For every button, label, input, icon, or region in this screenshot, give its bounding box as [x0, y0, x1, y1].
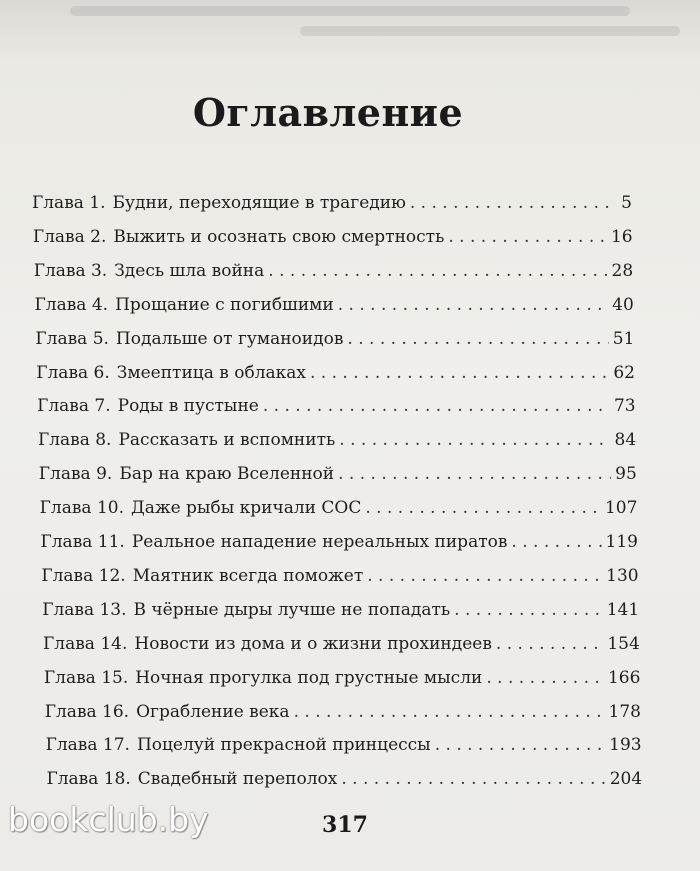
chapter-number: Глава 15.: [43, 667, 129, 688]
dot-leader: [268, 260, 607, 282]
dot-leader: [448, 226, 607, 248]
chapter-title: Даже рыбы кричали СОС: [130, 498, 362, 519]
toc-entry: [45, 701, 641, 723]
chapter-number: Глава 9.: [38, 464, 113, 485]
toc-entry: [33, 226, 633, 248]
chapter-title: Поцелуй прекрасной принцессы: [136, 735, 431, 756]
chapter-number: Глава 12.: [41, 565, 126, 586]
dot-leader: [339, 429, 610, 451]
page-title: Оглавление: [192, 90, 464, 135]
chapter-number: Глава 17.: [45, 735, 130, 756]
chapter-page-number: 204: [609, 769, 643, 790]
toc-entry: [35, 328, 634, 350]
toc-entry: [34, 260, 634, 282]
chapter-title: Ночная прогулка под грустные мысли: [135, 667, 483, 688]
chapter-number: Глава 14.: [43, 633, 128, 654]
dot-leader: [435, 734, 605, 756]
chapter-title: Подальше от гуманоидов: [115, 328, 344, 349]
toc-entry: [41, 531, 639, 553]
toc-entry: [38, 429, 636, 451]
chapter-title: Выжить и осознать свою смертность: [113, 226, 445, 247]
dot-leader: [511, 531, 601, 553]
chapter-page-number: 107: [604, 498, 638, 519]
toc-entry: [37, 395, 636, 417]
chapter-number: Глава 16.: [44, 701, 130, 722]
watermark: bookclub.by: [8, 800, 209, 839]
chapter-page-number: 154: [607, 633, 640, 654]
chapter-title: Роды в пустыне: [117, 396, 259, 417]
chapter-title: Ограбление века: [136, 701, 290, 722]
dot-leader: [367, 565, 602, 587]
chapter-number: Глава 5.: [35, 328, 109, 349]
chapter-title: Будни, переходящие в трагедию: [112, 193, 406, 213]
chapter-title: Змеептица в облаках: [116, 362, 306, 383]
chapter-page-number: 73: [613, 396, 636, 417]
dot-leader: [338, 463, 611, 485]
toc-entry: [40, 497, 638, 519]
chapter-number: Глава 10.: [39, 498, 124, 519]
chapter-page-number: 193: [609, 735, 642, 756]
dot-leader: [338, 294, 608, 316]
dot-leader: [454, 599, 603, 621]
dot-leader: [263, 395, 610, 417]
chapter-page-number: 178: [608, 701, 641, 722]
toc-entry: [32, 192, 632, 214]
chapter-number: Глава 6.: [36, 362, 110, 383]
chapter-title: Рассказать и вспомнить: [118, 430, 336, 451]
chapter-number: Глава 1.: [32, 193, 106, 213]
chapter-title: Свадебный переполох: [137, 769, 338, 790]
chapter-page-number: 141: [606, 599, 640, 620]
toc-entry: [41, 565, 638, 587]
chapter-title: В чёрные дыры лучше не попадать: [133, 599, 451, 620]
toc-entry: [43, 633, 640, 655]
toc-entry: [36, 362, 635, 384]
chapter-number: Глава 13.: [42, 599, 127, 620]
dot-leader: [294, 701, 605, 723]
chapter-number: Глава 7.: [37, 396, 111, 417]
chapter-page-number: 95: [615, 464, 637, 485]
dot-leader: [486, 667, 604, 689]
chapter-number: Глава 4.: [34, 294, 109, 315]
chapter-page-number: 28: [611, 260, 634, 281]
chapter-title: Здесь шла война: [114, 260, 265, 281]
chapter-page-number: 51: [612, 328, 635, 349]
chapter-page-number: 40: [612, 294, 634, 315]
dot-leader: [310, 362, 609, 384]
chapter-title: Прощание с погибшими: [115, 294, 334, 315]
dot-leader: [347, 328, 608, 350]
chapter-number: Глава 18.: [46, 769, 131, 790]
page-number: 317: [322, 812, 368, 838]
toc-entry: [46, 768, 642, 790]
chapter-number: Глава 3.: [33, 260, 108, 281]
toc-entry: [35, 294, 634, 316]
dot-leader: [365, 497, 601, 519]
chapter-title: Новости из дома и о жизни прохиндеев: [134, 633, 492, 654]
chapter-title: Бар на краю Вселенной: [119, 464, 335, 485]
toc-entry: [42, 599, 639, 621]
chapter-page-number: 166: [607, 667, 641, 688]
chapter-page-number: 130: [606, 565, 639, 586]
chapter-title: Реальное нападение нереальных пиратов: [131, 532, 508, 552]
show-through-text: [0, 0, 700, 60]
dot-leader: [410, 192, 617, 214]
chapter-page-number: 5: [621, 193, 632, 213]
chapter-title: Маятник всегда поможет: [132, 565, 364, 586]
dot-leader: [496, 633, 603, 655]
dot-leader: [341, 768, 605, 790]
chapter-number: Глава 2.: [32, 226, 107, 247]
toc-entry: [46, 734, 642, 756]
chapter-page-number: 16: [610, 226, 633, 247]
chapter-number: Глава 8.: [37, 430, 112, 451]
chapter-page-number: 62: [613, 362, 635, 383]
chapter-page-number: 84: [614, 430, 637, 451]
toc-entry: [39, 463, 637, 485]
chapter-page-number: 119: [605, 532, 638, 552]
chapter-number: Глава 11.: [40, 532, 125, 552]
toc-entry: [44, 667, 641, 689]
